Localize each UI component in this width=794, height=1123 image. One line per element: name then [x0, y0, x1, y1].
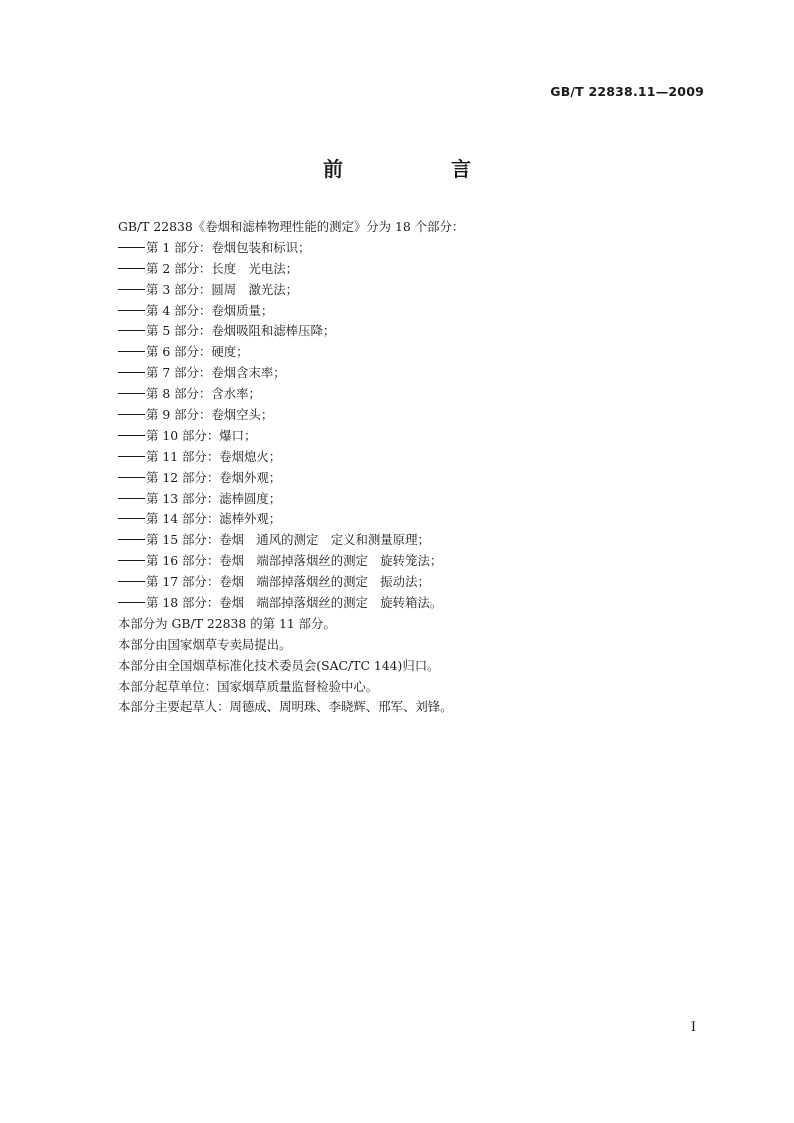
part-list-item [118, 551, 708, 572]
em-dash-mark [118, 560, 145, 561]
part-list-text: 第 4 部分：卷烟质量； [146, 302, 274, 318]
part-list-item [118, 509, 708, 530]
em-dash-mark [118, 330, 145, 331]
em-dash-mark [118, 268, 145, 269]
part-list-text: 第 17 部分：卷烟 端部掉落烟丝的测定 振动法； [146, 574, 430, 590]
part-list-item [118, 572, 708, 593]
part-list-item [118, 593, 708, 614]
statement-line: 本部分起草单位：国家烟草质量监督检验中心。 [118, 678, 379, 694]
part-list-text: 第 15 部分：卷烟 通风的测定 定义和测量原理； [146, 532, 430, 548]
em-dash-mark [118, 414, 145, 415]
statement-line: 本部分由全国烟草标准化技术委员会(SAC/TC 144)归口。 [118, 657, 440, 673]
part-list-item [118, 301, 708, 322]
part-list-text: 第 13 部分：滤棒圆度； [146, 490, 282, 506]
part-list-item [118, 384, 708, 405]
part-list-item [118, 280, 708, 301]
intro-line: GB/T 22838《卷烟和滤棒物理性能的测定》分为 18 个部分： [118, 219, 465, 234]
parts-list [118, 238, 708, 614]
em-dash-mark [118, 393, 145, 394]
em-dash-mark [118, 247, 145, 248]
part-list-item [118, 363, 708, 384]
page-title: 前 言 [323, 157, 515, 181]
em-dash-mark [118, 456, 145, 457]
part-list-text: 第 14 部分：滤棒外观； [146, 511, 282, 527]
em-dash-mark [118, 581, 145, 582]
part-list-text: 第 7 部分：卷烟含末率； [146, 365, 286, 381]
part-list-item [118, 447, 708, 468]
foreword-body [118, 217, 708, 718]
part-list-text: 第 6 部分：硬度； [146, 344, 249, 360]
part-list-text: 第 16 部分：卷烟 端部掉落烟丝的测定 旋转笼法； [146, 553, 443, 569]
page-number: I [690, 1020, 696, 1035]
part-list-item [118, 259, 708, 280]
part-list-item [118, 321, 708, 342]
part-list-text: 第 18 部分：卷烟 端部掉落烟丝的测定 旋转箱法。 [146, 595, 443, 611]
part-list-item [118, 238, 708, 259]
em-dash-mark [118, 498, 145, 499]
part-list-item [118, 405, 708, 426]
part-list-text: 第 12 部分：卷烟外观； [146, 469, 282, 485]
part-list-item [118, 468, 708, 489]
part-list-text: 第 8 部分：含水率； [146, 386, 261, 402]
part-list-text: 第 10 部分：爆口； [146, 427, 257, 443]
em-dash-mark [118, 289, 145, 290]
em-dash-mark [118, 518, 145, 519]
part-list-text: 第 11 部分：卷烟熄火； [146, 448, 282, 464]
em-dash-mark [118, 310, 145, 311]
em-dash-mark [118, 477, 145, 478]
part-list-text: 第 3 部分：圆周 激光法； [146, 281, 299, 297]
part-list-text: 第 2 部分：长度 光电法； [146, 260, 299, 276]
em-dash-mark [118, 372, 145, 373]
part-list-item [118, 342, 708, 363]
em-dash-mark [118, 435, 145, 436]
em-dash-mark [118, 351, 145, 352]
part-list-item [118, 489, 708, 510]
part-list-item [118, 530, 708, 551]
part-list-text: 第 9 部分：卷烟空头； [146, 407, 274, 423]
standard-code: GB/T 22838.11—2009 [550, 84, 704, 99]
part-list-text: 第 5 部分：卷烟吸阻和滤棒压降； [146, 323, 336, 339]
statement-line: 本部分主要起草人：周德成、周明珠、李晓辉、邢军、刘锋。 [118, 699, 453, 715]
statement-line: 本部分由国家烟草专卖局提出。 [118, 636, 292, 652]
part-list-item [118, 426, 708, 447]
em-dash-mark [118, 602, 145, 603]
em-dash-mark [118, 539, 145, 540]
statement-line: 本部分为 GB/T 22838 的第 11 部分。 [118, 615, 336, 631]
statements-list [118, 614, 708, 718]
part-list-text: 第 1 部分：卷烟包装和标识； [146, 239, 311, 255]
